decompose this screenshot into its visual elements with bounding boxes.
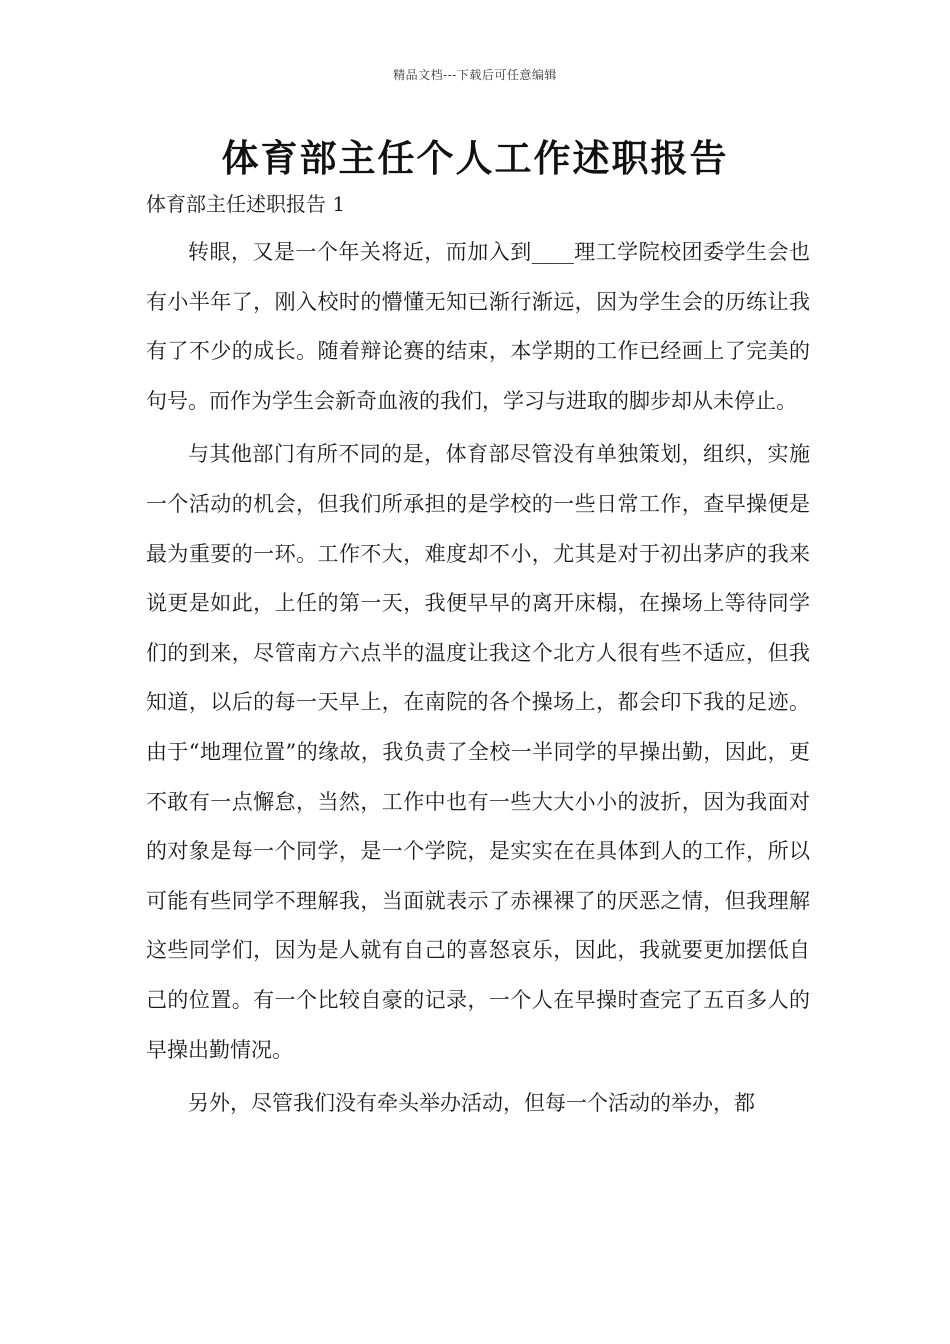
section-subtitle: 体育部主任述职报告 1: [146, 192, 346, 216]
paragraph-1: 转眼，又是一个年关将近，而加入到____理工学院校团委学生会也有小半年了，刚入校时的懵懂无知已渐行渐远，因为学生会的历练让我有了不少的成长。随着辩论赛的结束，本学期的工作已经画上了完美的句号。而作为学生会新奇血液的我们，学习与进取的脚步却从未停止。: [146, 240, 810, 413]
paragraph-2: 与其他部门有所不同的是，体育部尽管没有单独策划，组织，实施一个活动的机会，但我们所承担的是学校的一些日常工作，查早操便是最为重要的一环。工作不大，难度却不小，尤其是对于初出茅庐的我来说更是如此，上任的第一天，我便早早的离开床榻，在操场上等待同学们的到来，尽管南方六点半的温度让我这个北方人很有些不适应，但我知道，以后的每一天早上，在南院的各个操场上，都会印下我的足迹。由于“地理位置”的缘故，我负责了全校一半同学的早操出勤，因此，更不敢有一点懈怠，当然，工作中也有一些大大小小的波折，因为我面对的对象是每一个同学，是一个学院，是实实在在具体到人的工作，所以可能有些同学不理解我，当面就表示了赤裸裸了的厌恶之情，但我理解这些同学们，因为是人就有自己的喜怒哀乐，因此，我就要更加摆低自己的位置。有一个比较自豪的记录，一个人在早操时查完了五百多人的早操出勤情况。: [146, 442, 810, 1062]
header-note: 精品文档---下载后可任意编辑: [393, 68, 557, 82]
document-title: 体育部主任个人工作述职报告: [221, 136, 729, 180]
document-body: [146, 228, 810, 1133]
paragraph-3: 另外，尽管我们没有牵头举办活动，但每一个活动的举办，都: [188, 1091, 755, 1116]
